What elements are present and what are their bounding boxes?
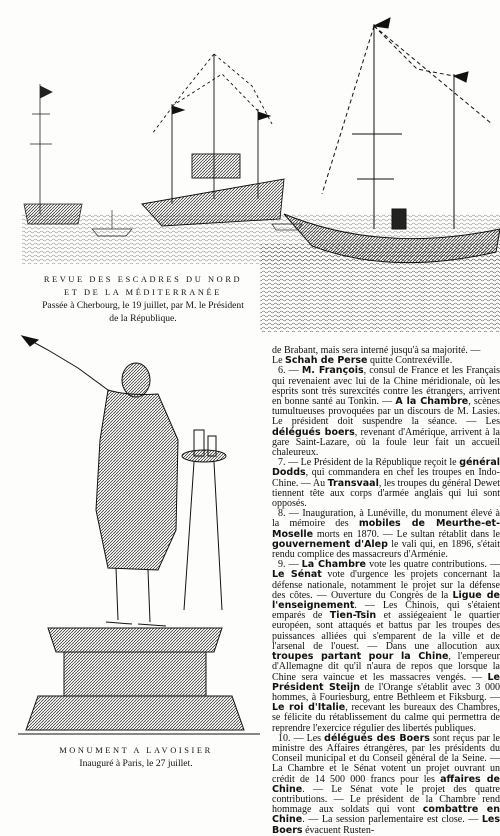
caption-text-line-1: Passée à Cherbourg, le 19 juillet, par M. le Président [42,300,244,311]
paragraph-7: 7. — Le Président de la République reçoit le général Dodds, qui commandera en chef les troupes en Indo-Chine. — Au Transvaal, les troupes du général Dewet tiennent tête aux corps d'armée anglais qui lui sont opposés. [272,457,500,510]
paragraph-10: 10. — Les délégués des Boers sont reçus par le ministre des Affaires étrangères, par les présidents du Conseil municipal et du Conseil général de la Seine. — La Chambre et le Sénat votent un projet ouvrant un crédit de 14 500 000 francs pour les affaires de Chine. — Le Sénat vote le projet des quatre contributions. — Le président de la Chambre rend hommage aux soldats qui vont combattre en Chine. — La session parlementaire est close. — Les Boers évacuent Rusten- [272,732,500,836]
lavoisier-caption [20,744,252,770]
paragraph-9: 9. — La Chambre vote les quatre contributions. — Le Sénat vote d'urgence les projets concernant la défense nationale, notamment le projet sur la défense des côtes. — Ouverture du Congrès de la Ligue de l'enseignement. — Les Chinois, qui s'étaient emparés de Tien-Tsin et assiégeaient le quartier européen, sont attaqués et battus par les troupes des puissances alliées qui s'emparent de la ville et de l'arsenal de l'ouest. — Dans une allocution aux troupes partant pour la Chine, l'empereur d'Allemagne dit qu'il n'aura de repos que lorsque la Chine sera vaincue et les massacres vengés. — Le Président Steijn de l'Orange s'établit avec 3 000 hommes, à Fouriesburg, entre Bethleem et Fiksburg. — Le roi d'Italie, recevant les bureaux des Chambres, se félicite du rétablissement du calme qui permettra de reprendre l'exercice régulier des libertés publiques. [272,559,500,734]
caption-title-line-1: REVUE DES ESCADRES DU NORD [43,275,243,284]
caption-title: MONUMENT A LAVOISIER [59,746,213,755]
paragraph-6: 6. — M. François, consul de France et les Français qui revenaient avec lui de la Chine méridionale, où les esprits sont très surexcités contre les étrangers, arrivent en bonne santé au Tonkin. — A la Chambre, scènes tumultueuses provoquées par un discours de M. Lasies. Le président doit suspendre la séance. — Les délégués boers, revenant d'Amérique, arrivent à la gare Saint-Lazare, où la foule leur fait un accueil chaleureux. [272,365,500,459]
caption-title-line-2: ET DE LA MÉDITERRANÉE [64,288,222,297]
paragraph-8: 8. — Inauguration, à Lunéville, du monument élevé à la mémoire des mobiles de Meurthe-et-Moselle morts en 1870. — Le sultan rétablit dans le gouvernement d'Alep le vali qui, en 1896, s'était rendu complice des massacreurs d'Arménie. [272,508,500,561]
caption-text-line-2: de la République. [109,313,177,324]
statue-drawing [8,330,270,738]
chronicle-text-column [272,345,500,836]
naval-review-caption [18,273,268,325]
caption-text: Inauguré à Paris, le 27 juillet. [79,758,193,769]
lavoisier-statue-engraving [8,330,270,738]
paragraph-continued: de Brabant, mais sera interné jusqu'à sa majorité. — Le Schah de Perse quitte Contrexéville. [272,345,481,367]
